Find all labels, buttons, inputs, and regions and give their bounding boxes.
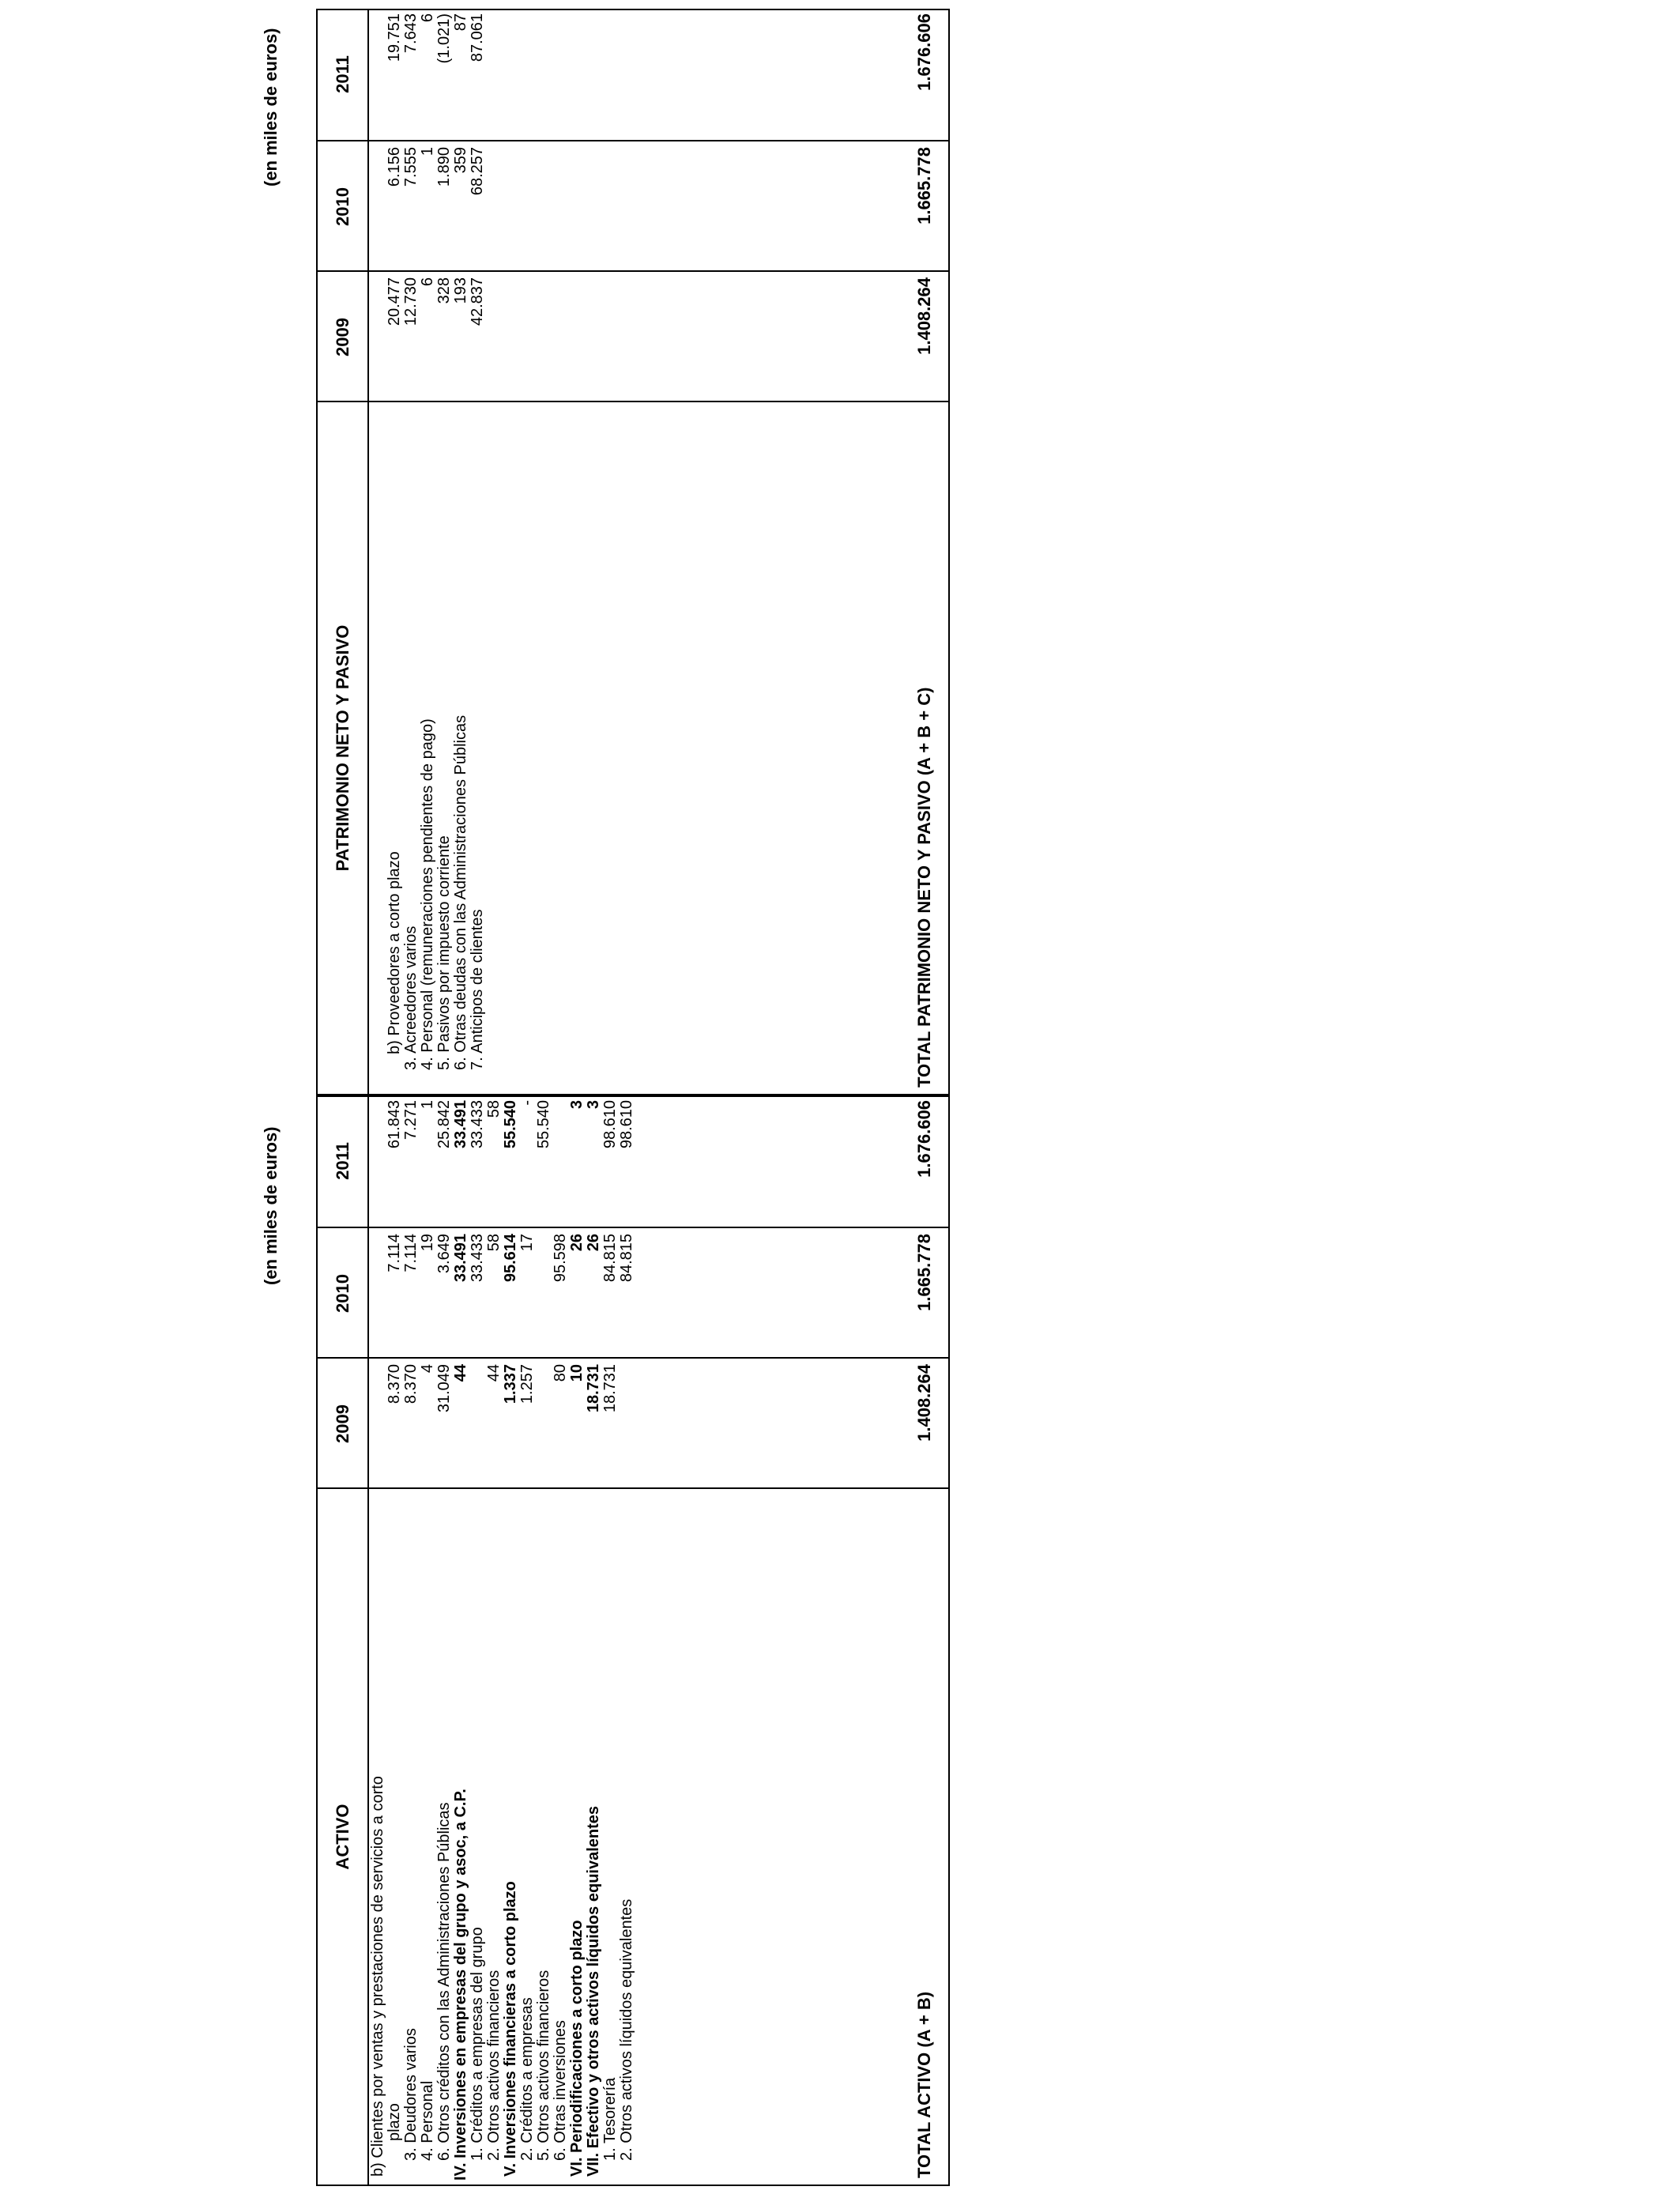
row-value-2009: 18.731 <box>585 1364 602 1413</box>
row-value-2010: 1.890 <box>435 147 453 187</box>
row-value-2010: 58 <box>485 1234 503 1252</box>
row-value-2009: 6 <box>419 277 436 287</box>
row-value-2009: 44 <box>452 1364 469 1382</box>
row-value-2011: - <box>518 1100 536 1106</box>
pasivo-header-2011: 2011 <box>332 55 352 93</box>
pasivo-header-2009: 2009 <box>332 318 352 356</box>
row-value-2009 <box>619 1364 635 1489</box>
row-value-2011: 33.491 <box>452 1100 469 1149</box>
total-activo-2009: 1.408.264 <box>914 1364 934 1442</box>
row-value-2010: 359 <box>452 147 469 174</box>
row-value-2011: 3 <box>585 1100 602 1110</box>
row-label: 7. Anticipos de clientes <box>469 909 486 1070</box>
row-value-2011: 55.540 <box>502 1100 519 1149</box>
row-label: 1. Tesorería <box>601 2077 619 2161</box>
row-value-2010: 6.156 <box>386 147 403 187</box>
row-value-2010: 7.555 <box>402 147 420 187</box>
row-value-2009: 42.837 <box>469 277 486 326</box>
total-pasivo-2009: 1.408.264 <box>914 277 934 355</box>
row-value-2009: 8.370 <box>402 1364 420 1404</box>
row-label: 6. Otras inversiones <box>552 2020 569 2161</box>
row-label: 2. Créditos a empresas <box>518 1997 536 2161</box>
units-note-left: (en miles de euros) <box>261 1126 281 1285</box>
activo-table <box>316 1095 950 2186</box>
row-value-2011 <box>370 1100 386 1228</box>
row-value-2011: 19.751 <box>386 13 403 62</box>
row-value-2009: 8.370 <box>386 1364 403 1404</box>
row-label: 6. Otras deudas con las Administraciones Públicas <box>452 714 469 1070</box>
activo-header-2011: 2011 <box>332 1142 352 1180</box>
row-value-2009: 10 <box>568 1364 586 1382</box>
row-value-2011: 1 <box>419 1100 436 1110</box>
row-value-2011: 6 <box>419 13 436 23</box>
row-label: 3. Deudores varios <box>402 2028 420 2161</box>
row-value-2011 <box>552 1100 569 1228</box>
row-value-2009: 44 <box>485 1364 503 1382</box>
row-label: 4. Personal (remuneraciones pendientes de pago) <box>419 718 436 1070</box>
activo-header: ACTIVO <box>332 1804 352 1870</box>
row-value-2011: (1.021) <box>435 13 453 64</box>
row-value-2011: 98.610 <box>618 1100 635 1149</box>
row-value-2011: 55.540 <box>535 1100 552 1149</box>
row-value-2010: 26 <box>568 1234 586 1252</box>
row-value-2010 <box>536 1234 552 1359</box>
row-value-2009: 328 <box>435 277 453 304</box>
row-label: b) Proveedores a corto plazo <box>386 851 403 1054</box>
total-pasivo-label: TOTAL PATRIMONIO NETO Y PASIVO (A + B + C) <box>914 687 934 1088</box>
row-value-2011: 61.843 <box>386 1100 403 1149</box>
row-value-2010: 19 <box>419 1234 436 1252</box>
row-value-2009: 31.049 <box>435 1364 453 1413</box>
row-value-2009 <box>536 1364 552 1489</box>
total-activo-label: TOTAL ACTIVO (A + B) <box>914 1991 934 2178</box>
row-value-2009: 1.337 <box>502 1364 519 1404</box>
row-value-2010: 1 <box>419 147 436 156</box>
activo-header-2010: 2010 <box>332 1274 352 1313</box>
row-value-2011: 33.433 <box>469 1100 486 1149</box>
row-label: 1. Créditos a empresas del grupo <box>469 1927 486 2161</box>
pasivo-header-2010: 2010 <box>332 187 352 226</box>
row-value-2011: 7.643 <box>402 13 420 54</box>
row-label: 5. Otros activos financieros <box>535 1970 552 2161</box>
row-value-2010: 3.649 <box>435 1234 453 1274</box>
row-value-2011: 87 <box>452 13 469 32</box>
activo-header-2009: 2009 <box>332 1404 352 1443</box>
row-label: 6. Otros créditos con las Administraciones Públicas <box>435 1802 453 2161</box>
row-label: IV. Inversiones en empresas del grupo y asoc, a C.P. <box>452 1789 469 2181</box>
row-value-2011: 87.061 <box>469 13 486 62</box>
row-value-2010: 17 <box>518 1234 536 1252</box>
row-label: 3. Acreedores varios <box>402 925 420 1070</box>
row-value-2010 <box>370 1234 386 1359</box>
total-pasivo-2011: 1.676.606 <box>914 13 934 91</box>
units-note-right: (en miles de euros) <box>261 28 281 187</box>
row-value-2009: 18.731 <box>601 1364 619 1413</box>
row-label: 5. Pasivos por impuesto corriente <box>435 835 453 1070</box>
total-activo-2010: 1.665.778 <box>914 1234 934 1311</box>
row-label: plazo <box>386 2103 403 2141</box>
row-value-2010: 84.815 <box>601 1234 619 1283</box>
row-value-2009: 80 <box>552 1364 569 1382</box>
pasivo-table <box>316 9 950 1095</box>
row-value-2011: 25.842 <box>435 1100 453 1149</box>
row-label: b) Clientes por ventas y prestaciones de servicios a corto <box>369 1776 386 2177</box>
row-value-2010: 26 <box>585 1234 602 1252</box>
row-value-2010: 68.257 <box>469 147 486 196</box>
row-value-2011: 98.610 <box>601 1100 619 1149</box>
row-value-2011: 7.271 <box>402 1100 420 1140</box>
row-value-2010: 95.614 <box>502 1234 519 1283</box>
row-value-2009: 4 <box>419 1364 436 1374</box>
row-label: V. Inversiones financieras a corto plazo <box>502 1881 519 2177</box>
row-label: 4. Personal <box>419 2080 436 2161</box>
row-value-2010: 33.433 <box>469 1234 486 1283</box>
row-value-2009: 1.257 <box>518 1364 536 1404</box>
row-value-2010: 7.114 <box>386 1234 403 1272</box>
row-value-2011: 3 <box>568 1100 586 1110</box>
row-value-2009 <box>469 1364 486 1489</box>
total-activo-2011: 1.676.606 <box>914 1100 934 1178</box>
row-label: 2. Otros activos líquidos equivalentes <box>618 1898 635 2161</box>
row-label: VI. Periodificaciones a corto plazo <box>568 1920 586 2177</box>
total-pasivo-2010: 1.665.778 <box>914 147 934 224</box>
row-value-2009 <box>370 1364 386 1489</box>
pasivo-header: PATRIMONIO NETO Y PASIVO <box>332 624 352 872</box>
row-label: VII. Efectivo y otros activos líquidos equivalentes <box>585 1805 602 2177</box>
row-value-2010: 7.114 <box>402 1234 420 1272</box>
row-value-2009: 20.477 <box>386 277 403 326</box>
row-value-2010: 33.491 <box>452 1234 469 1283</box>
row-value-2009: 193 <box>452 277 469 304</box>
row-value-2011: 58 <box>485 1100 503 1118</box>
row-value-2009: 12.730 <box>402 277 420 326</box>
row-value-2010: 95.598 <box>552 1234 569 1283</box>
row-label: 2. Otros activos financieros <box>485 1970 503 2161</box>
row-value-2010: 84.815 <box>618 1234 635 1283</box>
